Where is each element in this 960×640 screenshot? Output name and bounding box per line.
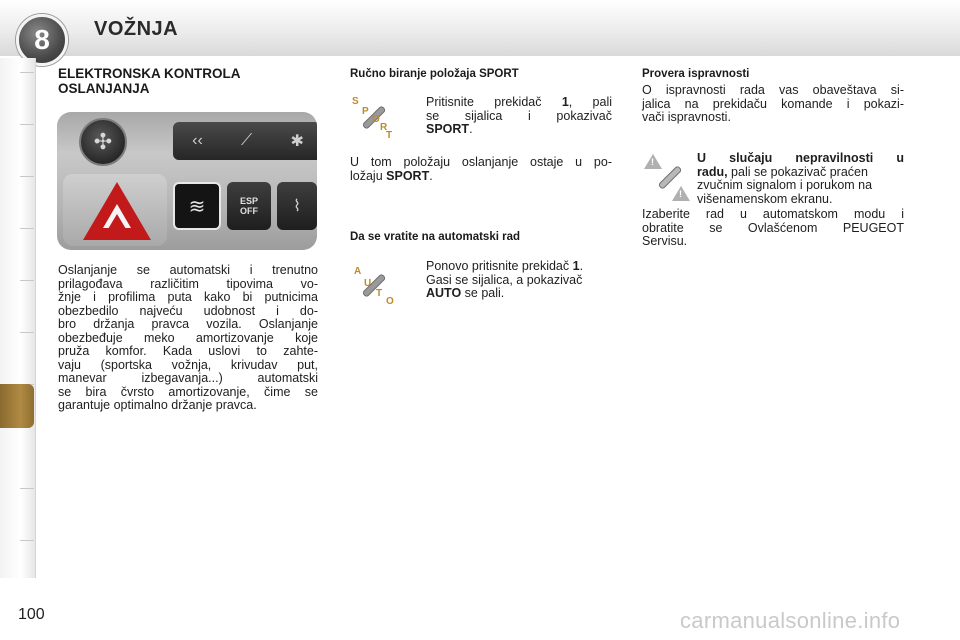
final-line: Izaberite rad u automatskom modu i bbox=[642, 207, 904, 221]
switch-number: 1 bbox=[561, 95, 569, 109]
auto-step-line: Gasi se sijalica, a pokazivač bbox=[426, 272, 583, 287]
paragraph-line: obezbeđuje meko amortizovanje koje bbox=[58, 330, 318, 345]
fault-emphasis: radu, bbox=[697, 164, 728, 179]
auto-mode-label: AUTO bbox=[426, 286, 462, 300]
air-recirculation-icon: ‹‹ bbox=[192, 132, 203, 149]
selector-letter: S bbox=[352, 96, 359, 107]
sport-note-line: U tom položaju oslanjanje ostaje u po- bbox=[350, 155, 612, 169]
page-number: 100 bbox=[18, 606, 45, 623]
paragraph-line: vaju (sportska vožnja, krivudav put, bbox=[58, 357, 318, 372]
top-button-row bbox=[173, 122, 317, 160]
auto-step-line bbox=[426, 287, 612, 301]
text-run: . bbox=[469, 122, 473, 136]
check-line: vači ispravnosti. bbox=[642, 110, 731, 124]
heated-seat-icon: ⌇ bbox=[277, 182, 317, 230]
fault-paragraph bbox=[697, 152, 904, 206]
auto-selector-icon bbox=[350, 262, 396, 308]
text-run: ložaju bbox=[350, 168, 387, 183]
auto-heading: Da se vratite na automatski rad bbox=[350, 231, 521, 243]
paragraph-line: bro držanja pravca vozila. Oslanjanje bbox=[58, 317, 318, 331]
sport-note bbox=[350, 156, 612, 183]
selector-letter: R bbox=[380, 122, 388, 133]
text-run: . bbox=[579, 259, 584, 273]
tab-divider bbox=[20, 176, 34, 177]
suspension-mode-switch: ≋ bbox=[173, 182, 221, 230]
sport-selector-icon bbox=[350, 94, 396, 140]
text-run: . bbox=[429, 168, 433, 183]
sport-mode-label: SPORT bbox=[386, 168, 430, 183]
check-heading: Provera ispravnosti bbox=[642, 68, 750, 80]
final-line: Servisu. bbox=[642, 234, 688, 248]
auto-step bbox=[406, 260, 612, 301]
text-run: pali se pokazivač praćen bbox=[727, 164, 868, 179]
fault-line: višenamenskom ekranu. bbox=[697, 191, 833, 206]
auto-step-line bbox=[426, 260, 612, 274]
selector-letter: O bbox=[386, 296, 394, 307]
text-run: Pritisnite prekidač bbox=[426, 95, 562, 109]
sport-note-line bbox=[350, 170, 612, 184]
warning-triangle-icon: ! bbox=[644, 154, 662, 169]
paragraph-line: se bira čvrsto amortizovanje, čime se bbox=[58, 384, 318, 399]
tab-divider bbox=[20, 72, 34, 73]
tab-divider bbox=[20, 280, 34, 281]
warning-triangle-icon: ! bbox=[672, 186, 690, 201]
chapter-number-badge: 8 bbox=[16, 14, 68, 66]
check-paragraph bbox=[642, 84, 904, 125]
esp-label: ESP bbox=[239, 196, 258, 206]
fault-line bbox=[697, 166, 904, 180]
watermark: carmanualsonline.info bbox=[680, 608, 901, 633]
sport-step-line bbox=[426, 96, 612, 110]
paragraph-line: obezbedilo najveću udobnost i do- bbox=[58, 303, 318, 318]
sport-step-line bbox=[426, 123, 612, 137]
tab-divider bbox=[20, 488, 34, 489]
fan-knob-icon: ✣ bbox=[79, 118, 127, 166]
sport-step bbox=[406, 96, 612, 137]
seat-icon: ⟋ bbox=[241, 132, 253, 149]
hazard-warning-button bbox=[63, 174, 167, 246]
tab-divider bbox=[20, 124, 34, 125]
selector-letter: T bbox=[386, 130, 393, 141]
section-title-line: ELEKTRONSKA KONTROLA bbox=[58, 66, 241, 81]
paragraph-line: garantuje optimalno držanje pravca. bbox=[58, 398, 257, 412]
paragraph-line: Oslanjanje se automatski i trenutno bbox=[58, 263, 318, 277]
check-line: O ispravnosti rada vas obaveštava si- bbox=[642, 83, 904, 97]
tab-divider bbox=[20, 332, 34, 333]
fan-icon: ✱ bbox=[290, 133, 304, 150]
selector-letter: U bbox=[364, 278, 372, 289]
sport-mode-label: SPORT bbox=[426, 122, 470, 136]
selector-letter: T bbox=[376, 288, 383, 299]
active-chapter-tab[interactable] bbox=[0, 384, 34, 428]
fault-line: zvučnim signalom i porukom na bbox=[697, 178, 873, 192]
dashboard-switch-photo bbox=[57, 112, 317, 250]
selector-letter: O bbox=[372, 114, 380, 125]
paragraph-line: manevar izbegavanja...) automatski bbox=[58, 371, 318, 385]
text-run: Ponovo pritisnite prekidač bbox=[426, 259, 573, 273]
sport-step-line: se sijalica i pokazivač bbox=[426, 108, 612, 123]
final-line: obratite se Ovlašćenom PEUGEOT bbox=[642, 220, 904, 235]
selector-letter: A bbox=[354, 266, 362, 277]
paragraph-line: žnje i profilima puta kako bi putnicima bbox=[58, 290, 318, 304]
intro-paragraph bbox=[58, 264, 318, 413]
esp-off-button bbox=[227, 182, 271, 230]
tab-divider bbox=[20, 540, 34, 541]
paragraph-line: pruža komfor. Kada uslovi to zahte- bbox=[58, 344, 318, 358]
hazard-triangle-core bbox=[108, 214, 126, 229]
fault-line bbox=[697, 152, 904, 166]
text-run: , pali bbox=[568, 95, 613, 109]
sport-heading: Ručno biranje položaja SPORT bbox=[350, 68, 519, 80]
chapter-tab-strip bbox=[0, 58, 36, 578]
switch-number: 1 bbox=[572, 259, 580, 273]
check-line: jalica na prekidaču komande i pokazi- bbox=[642, 96, 904, 111]
text-run: se pali. bbox=[461, 286, 505, 300]
chapter-title: VOŽNJA bbox=[94, 18, 179, 40]
section-title-line: OSLANJANJA bbox=[58, 81, 150, 96]
selector-letter: P bbox=[362, 106, 369, 117]
tab-divider bbox=[20, 228, 34, 229]
section-title bbox=[58, 66, 318, 96]
fault-emphasis: U slučaju nepravilnosti u bbox=[697, 151, 904, 165]
off-label: OFF bbox=[239, 206, 258, 216]
final-paragraph bbox=[642, 208, 904, 249]
paragraph-line: prilagođava različitim tipovima vo- bbox=[58, 276, 318, 291]
